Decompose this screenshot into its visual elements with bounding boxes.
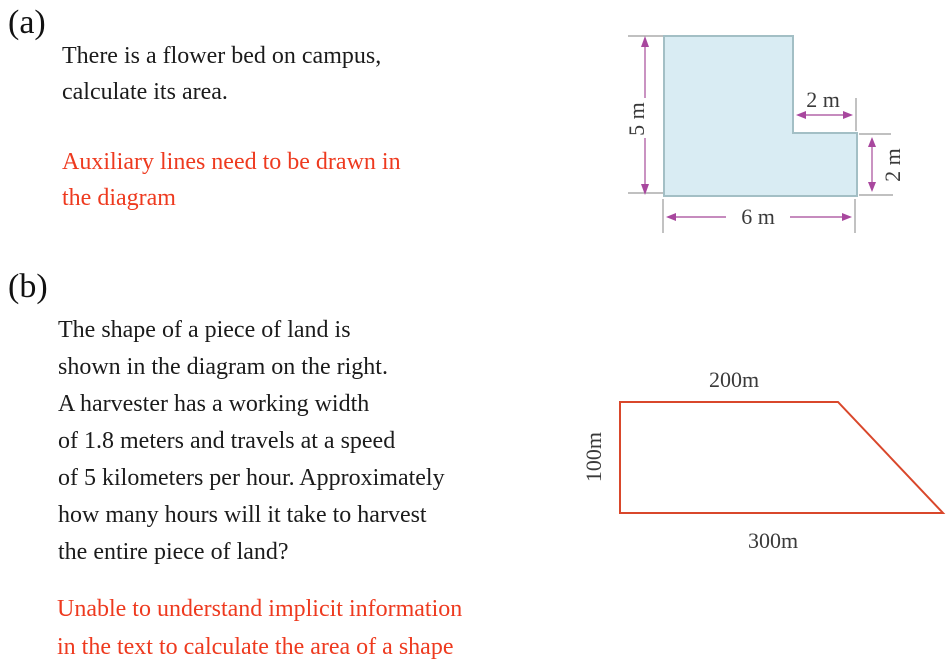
part-b-note-text — [57, 590, 462, 666]
text-line: in the text to calculate the area of a shape — [57, 634, 454, 660]
dim-label-top: 200m — [708, 367, 760, 392]
dim-label-bottom: 6 m — [741, 204, 775, 229]
flower-bed-diagram — [600, 10, 940, 250]
text-line: of 1.8 meters and travels at a speed — [58, 428, 396, 454]
text-line: calculate its area. — [62, 79, 228, 105]
part-a-label: (a) — [8, 4, 46, 41]
part-a-note-text — [62, 144, 401, 216]
text-line: shown in the diagram on the right. — [58, 354, 388, 380]
dim-label-right: 2 m — [880, 148, 905, 182]
text-line: how many hours will it take to harvest — [58, 502, 427, 528]
dim-label-bottom: 300m — [747, 528, 799, 553]
text-line: The shape of a piece of land is — [58, 317, 351, 343]
text-line: Unable to understand implicit information — [57, 596, 463, 622]
dim-label-notch: 2 m — [806, 87, 840, 112]
dim-label-left: 100m — [581, 431, 606, 483]
land-plot-diagram — [560, 350, 950, 560]
text-line: Auxiliary lines need to be drawn in — [62, 149, 401, 175]
text-line: the entire piece of land? — [58, 539, 289, 565]
dim-label-left: 5 m — [624, 102, 649, 136]
part-b-label: (b) — [8, 268, 48, 305]
part-b-problem-text — [58, 312, 445, 571]
trapezoid-shape — [620, 402, 943, 513]
part-a-problem-text — [62, 38, 381, 110]
text-line: A harvester has a working width — [58, 391, 370, 417]
l-shape — [664, 36, 857, 196]
text-line: There is a flower bed on campus, — [62, 43, 382, 69]
text-line: the diagram — [62, 185, 176, 211]
text-line: of 5 kilometers per hour. Approximately — [58, 465, 445, 491]
